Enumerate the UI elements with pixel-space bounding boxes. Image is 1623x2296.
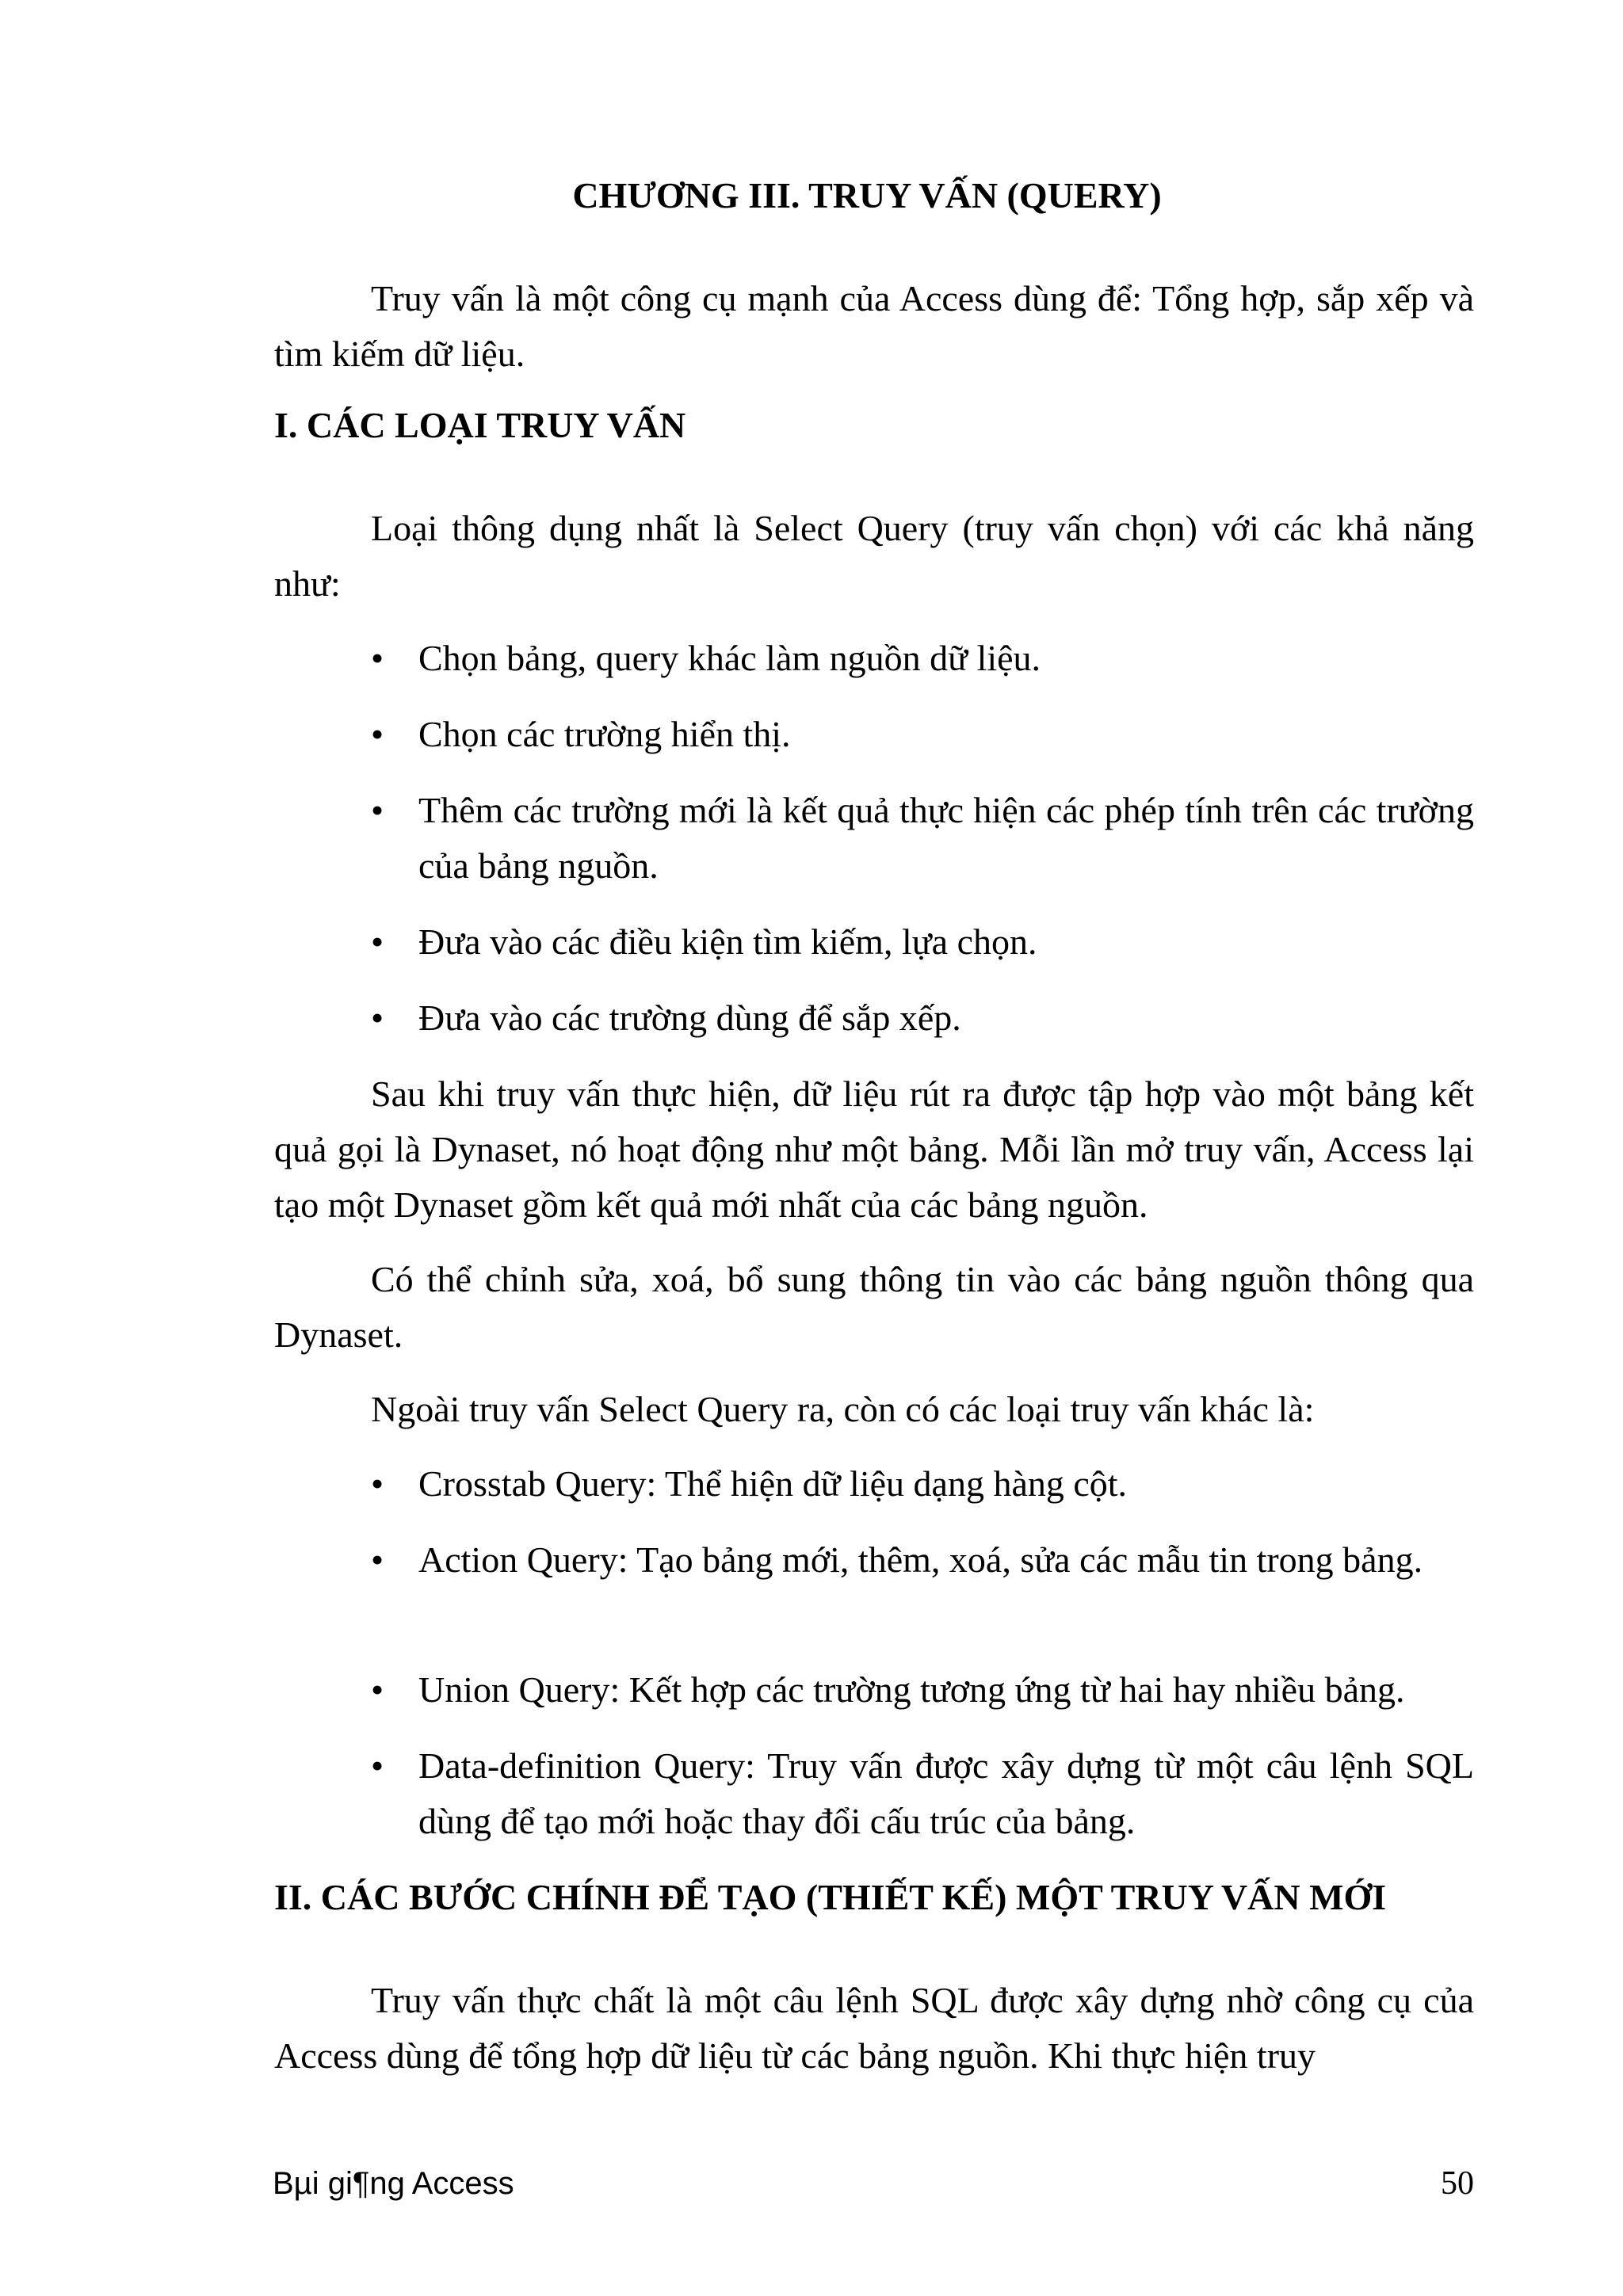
bullet-icon: •	[371, 714, 384, 754]
intro-paragraph: Truy vấn là một công cụ mạnh của Access dùng để: Tổng hợp, sắp xếp và tìm kiếm dữ liệu.	[274, 278, 1474, 374]
bullet-icon: •	[371, 997, 384, 1038]
bullet-item	[371, 1456, 1474, 1512]
bullet-icon: •	[371, 1539, 384, 1580]
select-query-lead: Loại thông dụng nhất là Select Query (truy vấn chọn) với các khả năng như:	[274, 508, 1474, 604]
bullet-icon: •	[371, 790, 384, 830]
bullet-text: Action Query: Tạo bảng mới, thêm, xoá, sửa các mẫu tin trong bảng.	[418, 1539, 1423, 1580]
section2-paragraph: Truy vấn thực chất là một câu lệnh SQL được xây dựng nhờ công cụ của Access dùng để tổng hợp dữ liệu từ các bảng nguồn. Khi thực hiện truy	[274, 1980, 1474, 2076]
bullet-text: Union Query: Kết hợp các trường tương ứng từ hai hay nhiều bảng.	[418, 1669, 1405, 1710]
bullet-text: Data-definition Query: Truy vấn được xây dựng từ một câu lệnh SQL dùng để tạo mới hoặc thay đổi cấu trúc của bảng.	[418, 1745, 1474, 1841]
other-queries-paragraph: Ngoài truy vấn Select Query ra, còn có các loại truy vấn khác là:	[371, 1389, 1315, 1429]
bullet-item	[371, 1532, 1474, 1588]
page-number: 50	[1441, 2165, 1474, 2202]
edit-paragraph: Có thể chỉnh sửa, xoá, bổ sung thông tin vào các bảng nguồn thông qua Dynaset.	[274, 1259, 1474, 1355]
bullet-text: Crosstab Query: Thể hiện dữ liệu dạng hàng cột.	[418, 1463, 1128, 1504]
bullet-text: Chọn bảng, query khác làm nguồn dữ liệu.	[418, 638, 1041, 678]
bullet-item	[371, 1738, 1474, 1849]
dynaset-paragraph: Sau khi truy vấn thực hiện, dữ liệu rút ra được tập hợp vào một bảng kết quả gọi là Dynaset, nó hoạt động như một bảng. Mỗi lần mở truy vấn, Access lại tạo một Dynaset gồm kết quả mới nhất của các bảng nguồn.	[274, 1074, 1474, 1225]
footer-title: Bµi gi¶ng Access	[273, 2166, 514, 2201]
bullet-icon: •	[371, 1745, 384, 1786]
chapter-title: CHƯƠNG III. TRUY VẤN (QUERY)	[572, 175, 1162, 215]
bullet-item	[371, 990, 1474, 1046]
bullet-text: Đưa vào các trường dùng để sắp xếp.	[418, 997, 961, 1038]
bullet-icon: •	[371, 1463, 384, 1504]
bullet-text: Đưa vào các điều kiện tìm kiếm, lựa chọn.	[418, 921, 1037, 962]
bullet-item	[371, 783, 1474, 894]
bullet-text: Chọn các trường hiển thị.	[418, 714, 791, 754]
bullet-item	[371, 631, 1474, 686]
bullet-icon: •	[371, 1669, 384, 1710]
bullet-item	[371, 914, 1474, 970]
bullet-item	[371, 707, 1474, 762]
bullet-text: Thêm các trường mới là kết quả thực hiện các phép tính trên các trường của bảng nguồn.	[418, 790, 1474, 886]
bullet-icon: •	[371, 638, 384, 678]
section-heading-2: II. CÁC BƯỚC CHÍNH ĐỂ TẠO (THIẾT KẾ) MỘT TRUY VẤN MỚI	[274, 1877, 1387, 1917]
bullet-icon: •	[371, 921, 384, 962]
bullet-item	[371, 1662, 1474, 1718]
section-heading-1: I. CÁC LOẠI TRUY VẤN	[274, 405, 686, 445]
